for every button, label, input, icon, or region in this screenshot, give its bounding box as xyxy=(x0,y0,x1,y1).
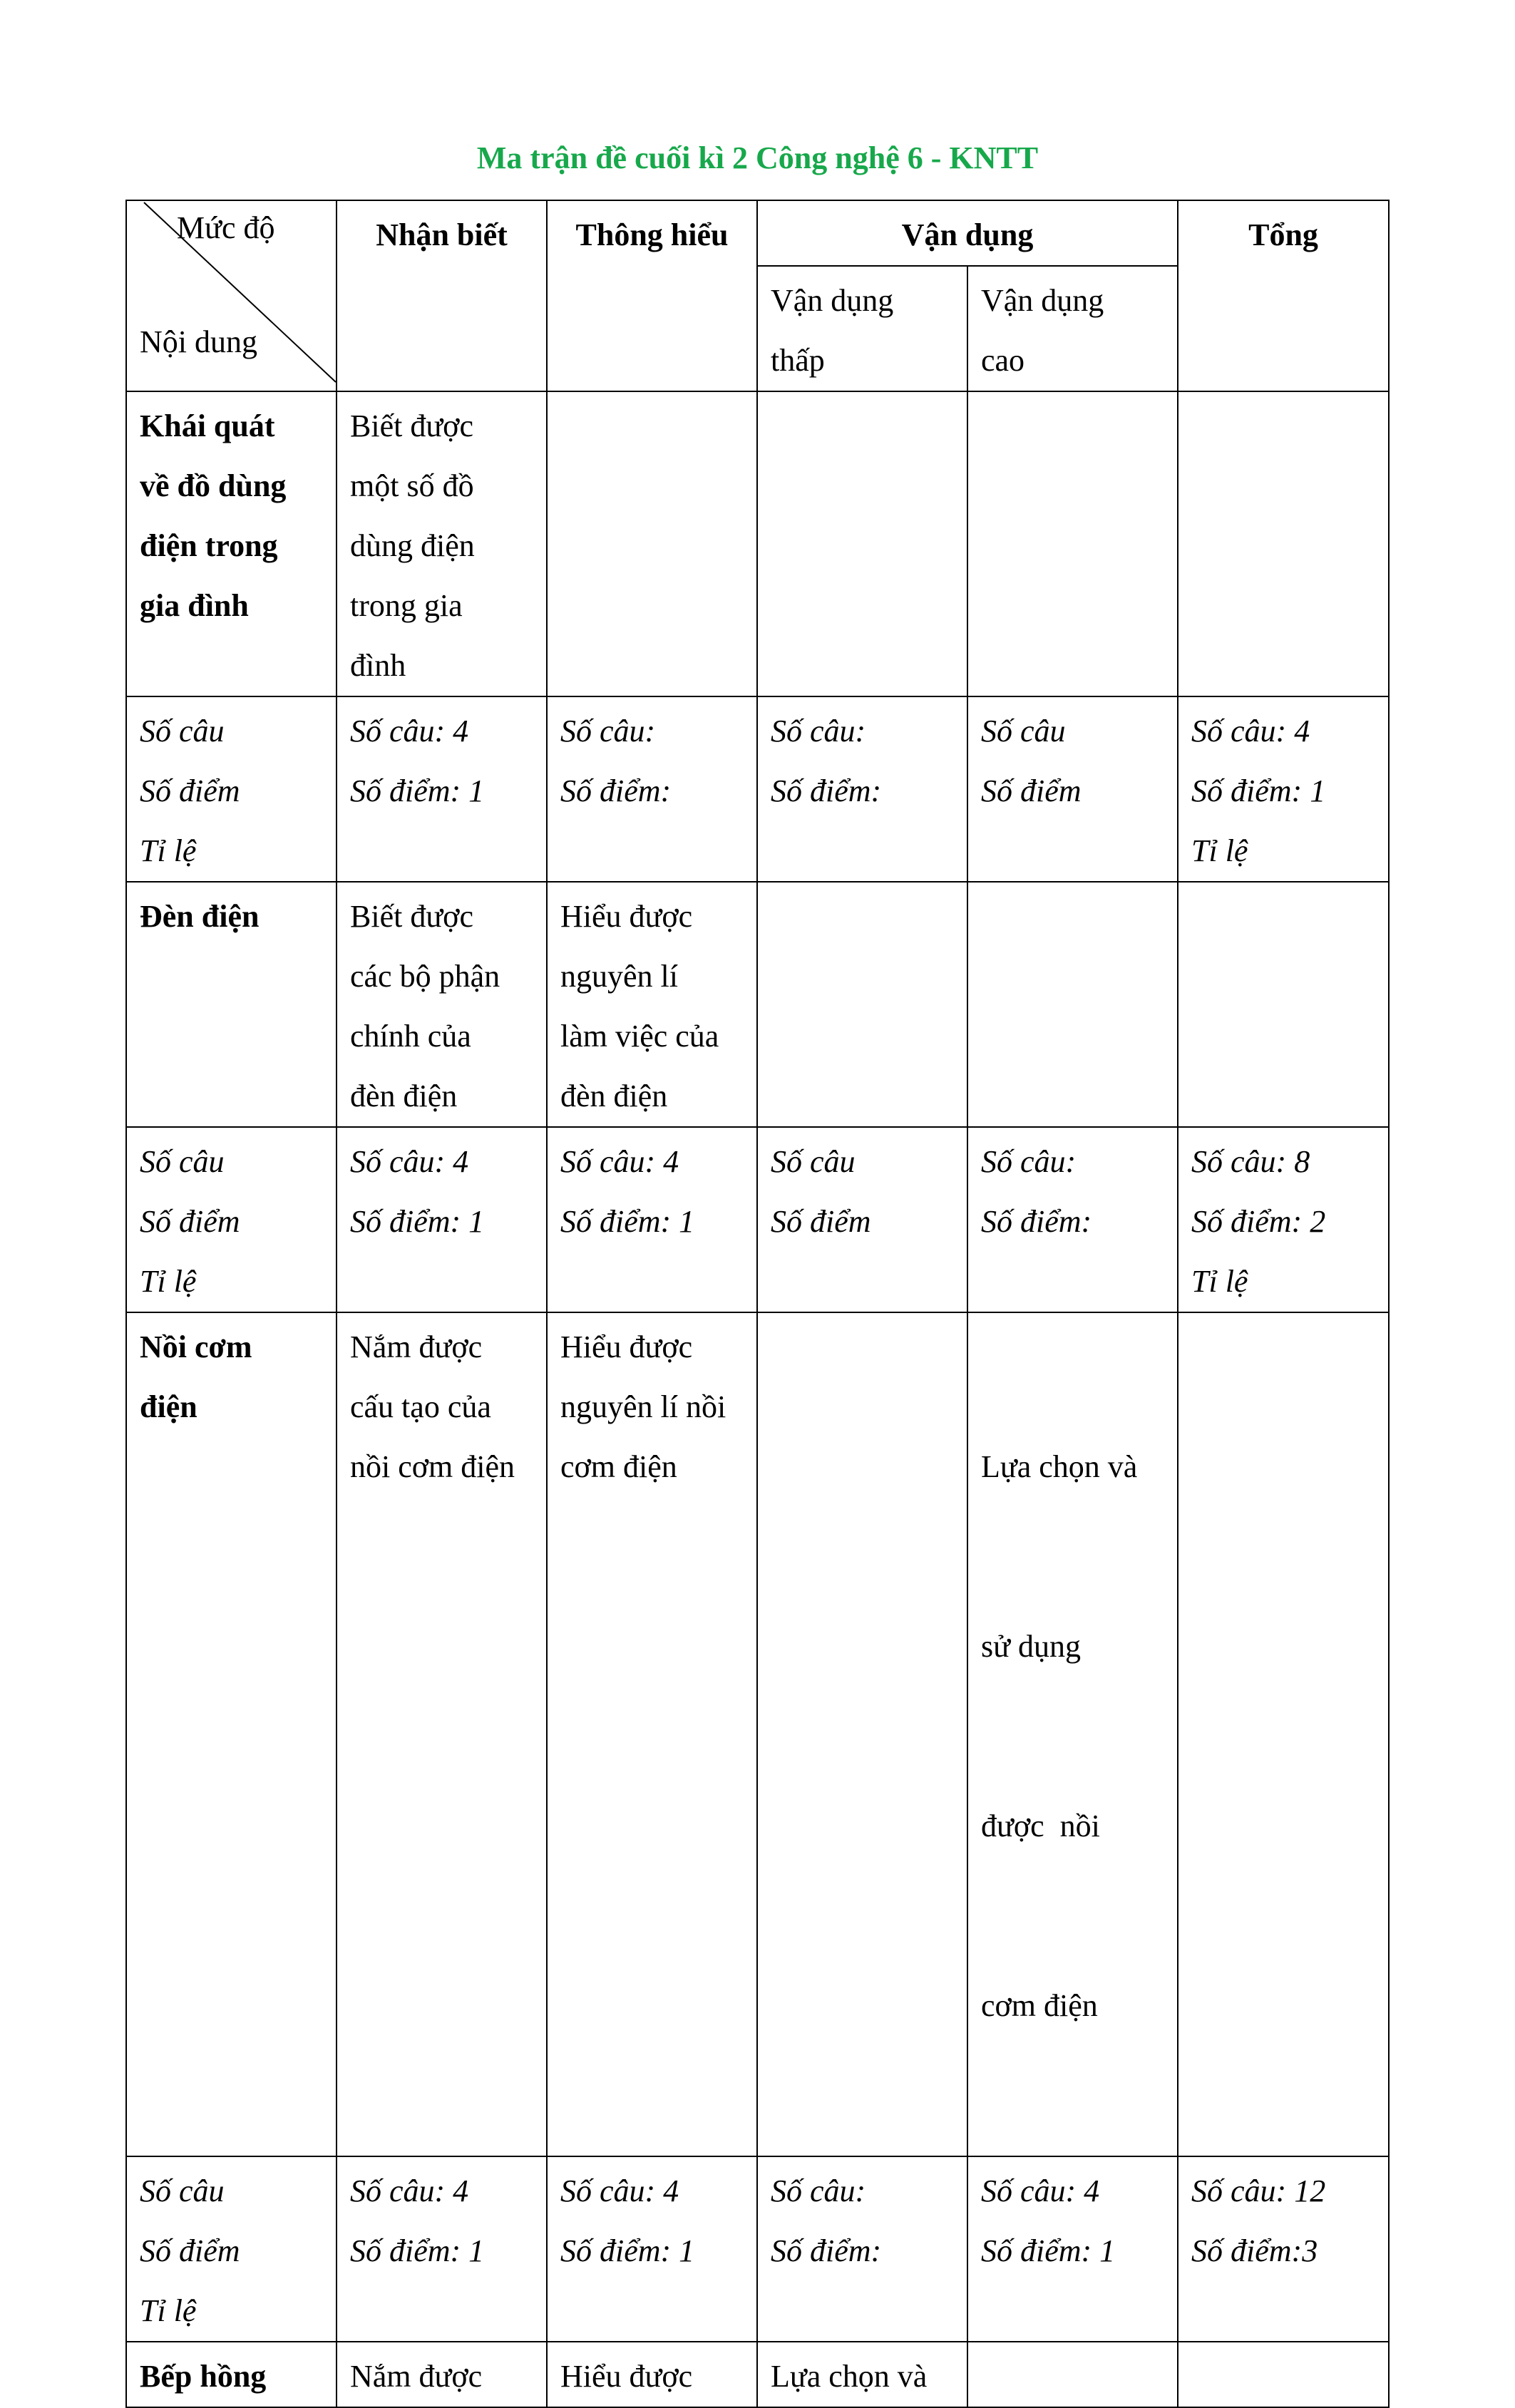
van-dung-cao-score-cell: Số câu: 4 Số điểm: 1 xyxy=(967,2156,1178,2342)
van-dung-thap-cell xyxy=(757,882,967,1127)
score-row xyxy=(126,696,1389,882)
tong-cell xyxy=(1178,2342,1389,2407)
van-dung-thap-score-cell: Số câu: Số điểm: xyxy=(757,2156,967,2342)
nhan-biet-score-cell: Số câu: 4 Số điểm: 1 xyxy=(337,696,547,882)
topic-cell: Đèn điện xyxy=(126,882,337,1127)
nhan-biet-score-cell: Số câu: 4 Số điểm: 1 xyxy=(337,2156,547,2342)
table-row xyxy=(126,391,1389,696)
van-dung-thap-cell: Lựa chọn và xyxy=(757,2342,967,2407)
score-row xyxy=(126,1127,1389,1312)
van-dung-cao-cell: Lựa chọn và sử dụng được nồi cơm điện xyxy=(967,1312,1178,2156)
tong-cell xyxy=(1178,391,1389,696)
tong-score-cell: Số câu: 4 Số điểm: 1 Tỉ lệ xyxy=(1178,696,1389,882)
van-dung-cao-score-cell: Số câu Số điểm xyxy=(967,696,1178,882)
header-van-dung: Vận dụng xyxy=(757,200,1178,266)
van-dung-cao-cell xyxy=(967,391,1178,696)
corner-level-label: Mức độ xyxy=(177,210,275,245)
page-title: Ma trận đề cuối kì 2 Công nghệ 6 - KNTT xyxy=(476,140,1039,175)
nhan-biet-cell: Biết được các bộ phận chính của đèn điện xyxy=(337,882,547,1127)
van-dung-cao-score-cell: Số câu: Số điểm: xyxy=(967,1127,1178,1312)
tong-score-cell: Số câu: 8 Số điểm: 2 Tỉ lệ xyxy=(1178,1127,1389,1312)
score-label-cell: Số câu Số điểm Tỉ lệ xyxy=(126,1127,337,1312)
tong-cell xyxy=(1178,882,1389,1127)
thong-hieu-cell: Hiểu được nguyên lí nồi cơm điện xyxy=(547,1312,757,2156)
van-dung-cao-cell xyxy=(967,882,1178,1127)
header-tong: Tổng xyxy=(1178,200,1389,391)
topic-cell: Nồi cơm điện xyxy=(126,1312,337,2156)
thong-hieu-cell: Hiểu được nguyên lí làm việc của đèn điện xyxy=(547,882,757,1127)
corner-diagonal-cell xyxy=(126,200,337,391)
score-row xyxy=(126,2156,1389,2342)
header-row xyxy=(126,200,1389,266)
header-van-dung-cao: Vận dụng cao xyxy=(967,266,1178,391)
header-thong-hieu: Thông hiểu xyxy=(547,200,757,391)
van-dung-thap-score-cell: Số câu Số điểm xyxy=(757,1127,967,1312)
nhan-biet-score-cell: Số câu: 4 Số điểm: 1 xyxy=(337,1127,547,1312)
nhan-biet-cell: Nắm được xyxy=(337,2342,547,2407)
thong-hieu-score-cell: Số câu: 4 Số điểm: 1 xyxy=(547,2156,757,2342)
tong-cell xyxy=(1178,1312,1389,2156)
nhan-biet-cell: Nắm được cấu tạo của nồi cơm điện xyxy=(337,1312,547,2156)
van-dung-thap-cell xyxy=(757,391,967,696)
table-row xyxy=(126,1312,1389,2156)
corner-content-label: Nội dung xyxy=(140,324,257,359)
header-van-dung-thap: Vận dụng thấp xyxy=(757,266,967,391)
table-row xyxy=(126,882,1389,1127)
score-label-cell: Số câu Số điểm Tỉ lệ xyxy=(126,2156,337,2342)
nhan-biet-cell: Biết được một số đồ dùng điện trong gia đình xyxy=(337,391,547,696)
topic-cell: Khái quát về đồ dùng điện trong gia đình xyxy=(126,391,337,696)
van-dung-cao-cell xyxy=(967,2342,1178,2407)
thong-hieu-score-cell: Số câu: Số điểm: xyxy=(547,696,757,882)
van-dung-thap-score-cell: Số câu: Số điểm: xyxy=(757,696,967,882)
tong-score-cell: Số câu: 12 Số điểm:3 xyxy=(1178,2156,1389,2342)
score-label-cell: Số câu Số điểm Tỉ lệ xyxy=(126,696,337,882)
header-nhan-biet: Nhận biết xyxy=(337,200,547,391)
thong-hieu-cell: Hiểu được xyxy=(547,2342,757,2407)
thong-hieu-cell xyxy=(547,391,757,696)
table-row xyxy=(126,2342,1389,2407)
van-dung-thap-cell xyxy=(757,1312,967,2156)
topic-cell: Bếp hồng xyxy=(126,2342,337,2407)
assessment-matrix-table xyxy=(125,200,1390,2408)
thong-hieu-score-cell: Số câu: 4 Số điểm: 1 xyxy=(547,1127,757,1312)
